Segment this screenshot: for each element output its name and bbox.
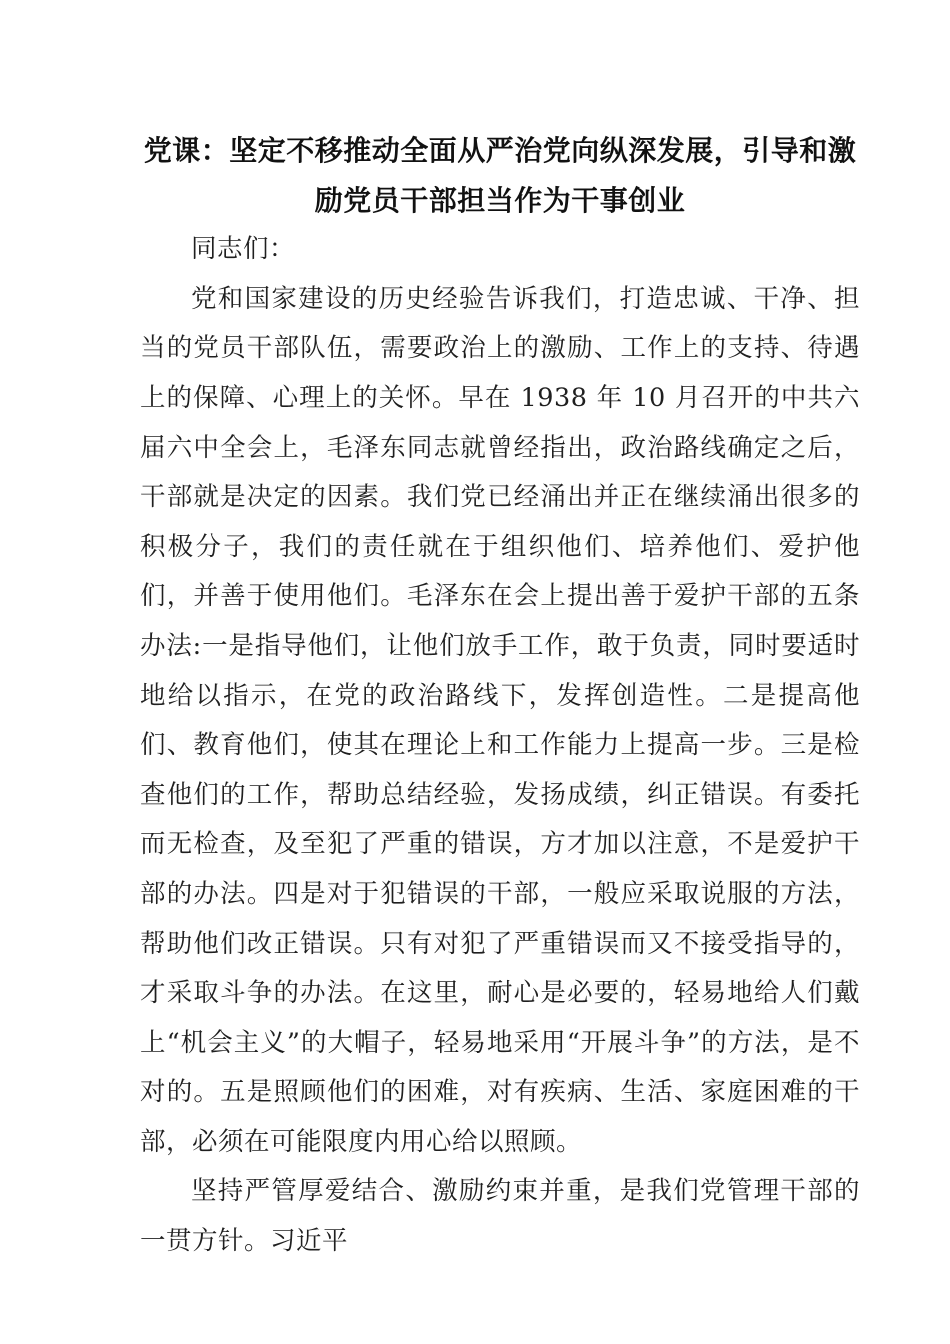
body-paragraph-2: 坚持严管厚爱结合、激励约束并重，是我们党管理干部的一贯方针。习近平: [140, 1176, 860, 1257]
body-paragraph-1: 党和国家建设的历史经验告诉我们，打造忠诚、干净、担当的党员干部队伍，需要政治上的激励、工作上的支持、待遇上的保障、心理上的关怀。早在 1938 年 10 月召开的中共六届六中全会上，毛泽东同志就曾经指出，政治路线确定之后，干部就是决定的因素。我们党已经涌出并正在继续涌出很多的积极分子，我们的责任就在于组织他们、培养他们、爱护他们，并善于使用他们。毛泽东在会上提出善于爱护干部的五条办法:一是指导他们，让他们放手工作，敢于负责，同时要适时地给以指示，在党的政治路线下，发挥创造性。二是提高他们、教育他们，使其在理论上和工作能力上提高一步。三是检查他们的工作，帮助总结经验，发扬成绩，纠正错误。有委托而无检查，及至犯了严重的错误，方才加以注意，不是爱护干部的办法。四是对于犯错误的干部，一般应采取说服的方法，帮助他们改正错误。只有对犯了严重错误而又不接受指导的，才采取斗争的办法。在这里，耐心是必要的，轻易地给人们戴上“机会主义”的大帽子，轻易地采用“开展斗争”的方法，是不对的。五是照顾他们的困难，对有疾病、生活、家庭困难的干部，必须在可能限度内用心给以照顾。: [140, 283, 860, 1157]
salutation-line: 同志们：: [191, 234, 296, 265]
document-title: 党课：坚定不移推动全面从严治党向纵深发展，引导和激励党员干部担当作为干事创业: [143, 134, 857, 217]
